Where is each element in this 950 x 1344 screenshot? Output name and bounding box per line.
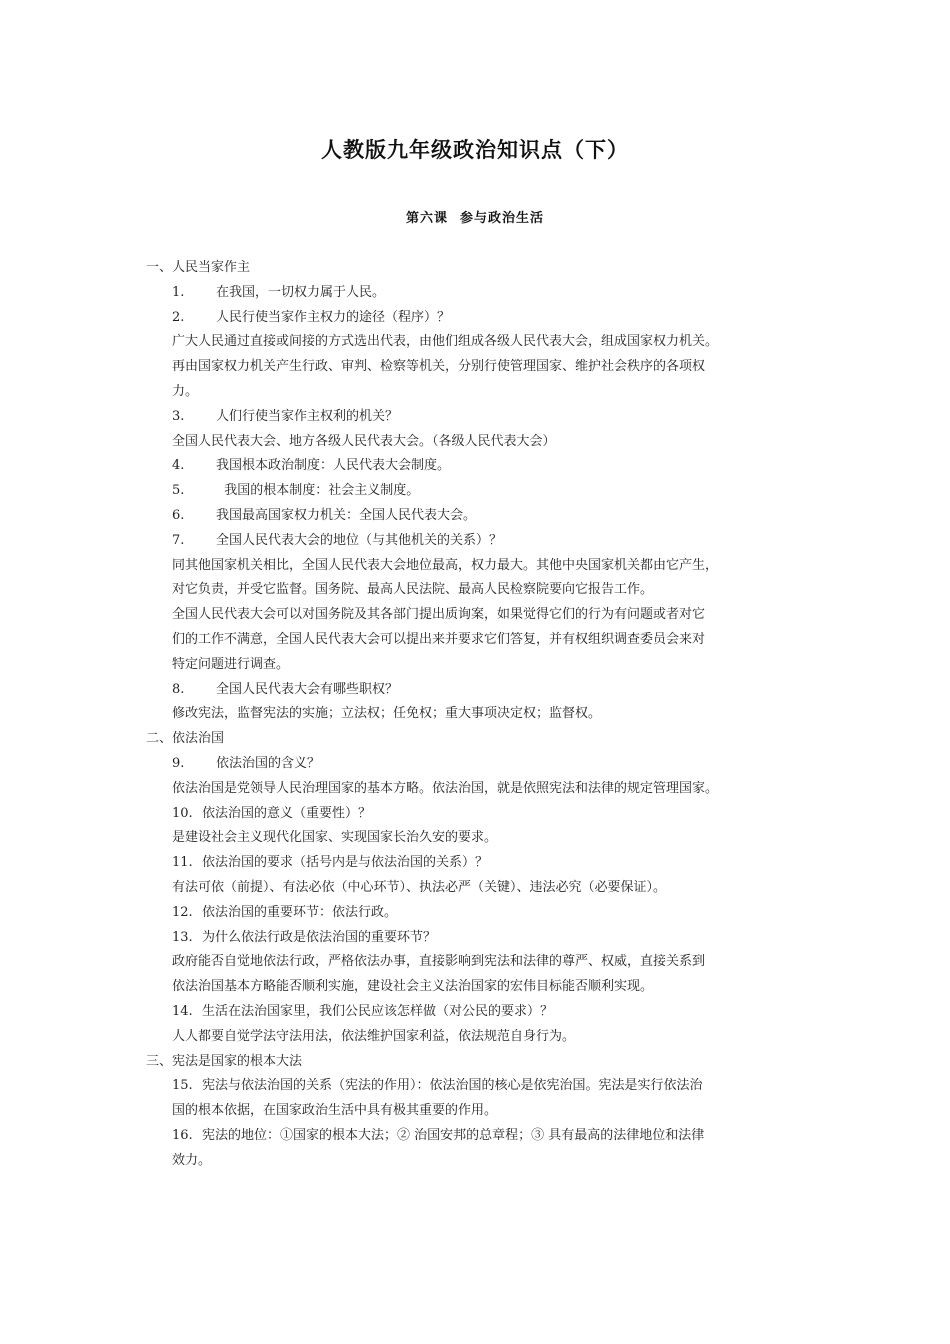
answer-line: 特定问题进行调查。	[172, 656, 290, 672]
question-text: 我国的根本制度：社会主义制度。	[216, 483, 420, 499]
item-number: 13.	[172, 929, 193, 945]
item-number: 16.	[172, 1127, 193, 1143]
question-text: 我国最高国家权力机关：全国人民代表大会。	[216, 507, 477, 523]
item-number: 3.	[172, 408, 185, 424]
question-line	[146, 454, 810, 479]
answer-line: 全国人民代表大会、地方各级人民代表大会。（各级人民代表大会）	[172, 433, 556, 449]
answer-line: 依法治国是党领导人民治理国家的基本方略。依法治国，就是依照宪法和法律的规定管理国家。	[172, 780, 719, 796]
answer-line: 人人都要自觉学法守法用法，依法维护国家利益，依法规范自身行为。	[172, 1028, 576, 1044]
item-number: 1.	[172, 284, 185, 300]
answer-line: 全国人民代表大会可以对国务院及其各部门提出质询案，如果觉得它们的行为有问题或者对它	[172, 607, 706, 623]
question-text: 为什么依法行政是依法治国的重要环节？	[202, 929, 437, 945]
item-number: 14.	[172, 1003, 193, 1019]
question-line	[146, 802, 810, 827]
item-number: 12.	[172, 904, 193, 920]
question-text: 生活在法治国家里，我们公民应该怎样做（对公民的要求）？	[202, 1003, 554, 1019]
answer-line: 力。	[172, 383, 199, 399]
question-text: 人民行使当家作主权力的途径（程序）？	[216, 309, 451, 325]
question-text: 依法治国的重要环节：依法行政。	[202, 904, 398, 920]
answer-line: 效力。	[172, 1152, 212, 1168]
item-number: 8.	[172, 681, 185, 697]
question-line	[146, 529, 810, 554]
item-number: 6.	[172, 507, 185, 523]
question-text: 我国根本政治制度：人民代表大会制度。	[216, 458, 451, 474]
question-line	[146, 281, 810, 306]
lesson-title	[0, 207, 950, 226]
question-line	[146, 479, 810, 504]
question-text: 全国人民代表大会的地位（与其他机关的关系）？	[216, 532, 503, 548]
item-number: 15.	[172, 1078, 193, 1094]
answer-line: 修改宪法，监督宪法的实施；立法权；任免权；重大事项决定权；监督权。	[172, 706, 602, 722]
document-body	[146, 256, 810, 1173]
question-line	[146, 901, 810, 926]
question-line	[146, 1124, 810, 1149]
question-text: 宪法的地位：①国家的根本大法；② 治国安邦的总章程；③ 具有最高的法律地位和法律	[202, 1127, 705, 1143]
section-heading: 一、人民当家作主	[146, 260, 251, 275]
question-line	[146, 752, 810, 777]
answer-line: 依法治国基本方略能否顺利实施，建设社会主义法治国家的宏伟目标能否顺利实现。	[172, 979, 654, 995]
question-text: 宪法与依法治国的关系（宪法的作用）：依法治国的核心是依宪治国。宪法是实行依法治	[202, 1078, 703, 1094]
item-number: 9.	[172, 755, 185, 771]
section-heading: 二、依法治国	[146, 731, 225, 747]
question-line	[146, 306, 810, 331]
item-number: 7.	[172, 532, 185, 548]
section-heading: 三、宪法是国家的根本大法	[146, 1053, 303, 1069]
question-text: 依法治国的要求（括号内是与依法治国的关系）？	[202, 855, 489, 871]
answer-line: 们的工作不满意，全国人民代表大会可以提出来并要求它们答复，并有权组织调查委员会来对	[172, 631, 706, 647]
item-number: 10.	[172, 805, 193, 821]
question-text: 依法治国的含义？	[216, 755, 321, 771]
answer-line: 国的根本依据，在国家政治生活中具有极其重要的作用。	[172, 1103, 498, 1119]
question-text: 依法治国的意义（重要性）？	[202, 805, 372, 821]
item-number: 4.	[172, 458, 185, 474]
question-line	[146, 504, 810, 529]
lesson-name: 参与政治生活	[460, 211, 545, 226]
question-text: 在我国，一切权力属于人民。	[216, 284, 386, 300]
answer-line: 同其他国家机关相比，全国人民代表大会地位最高，权力最大。其他中央国家机关都由它产生，	[172, 557, 719, 573]
lesson-number: 第六课	[405, 211, 448, 226]
answer-line: 再由国家权力机关产生行政、审判、检察等机关，分别行使管理国家、维护社会秩序的各项权	[172, 359, 706, 375]
question-line	[146, 1074, 810, 1099]
question-text: 全国人民代表大会有哪些职权？	[216, 681, 399, 697]
item-number: 2.	[172, 309, 185, 325]
answer-line: 是建设社会主义现代化国家、实现国家长治久安的要求。	[172, 830, 498, 846]
question-line	[146, 1000, 810, 1025]
answer-line: 对它负责，并受它监督。国务院、最高人民法院、最高人民检察院要向它报告工作。	[172, 582, 654, 598]
question-text: 人们行使当家作主权利的机关？	[216, 408, 399, 424]
answer-line: 有法可依（前提）、有法必依（中心环节）、执法必严（关键）、违法必究（必要保证）。	[172, 879, 667, 895]
item-number: 11.	[172, 855, 193, 871]
question-line	[146, 926, 810, 951]
question-line	[146, 678, 810, 703]
answer-line: 政府能否自觉地依法行政，严格依法办事，直接影响到宪法和法律的尊严、权威，直接关系到	[172, 954, 706, 970]
question-line	[146, 405, 810, 430]
item-number: 5.	[172, 483, 185, 499]
answer-line: 广大人民通过直接或间接的方式选出代表，由他们组成各级人民代表大会，组成国家权力机关。	[172, 334, 719, 350]
question-line	[146, 851, 810, 876]
document-title: 人教版九年级政治知识点（下）	[321, 138, 629, 162]
